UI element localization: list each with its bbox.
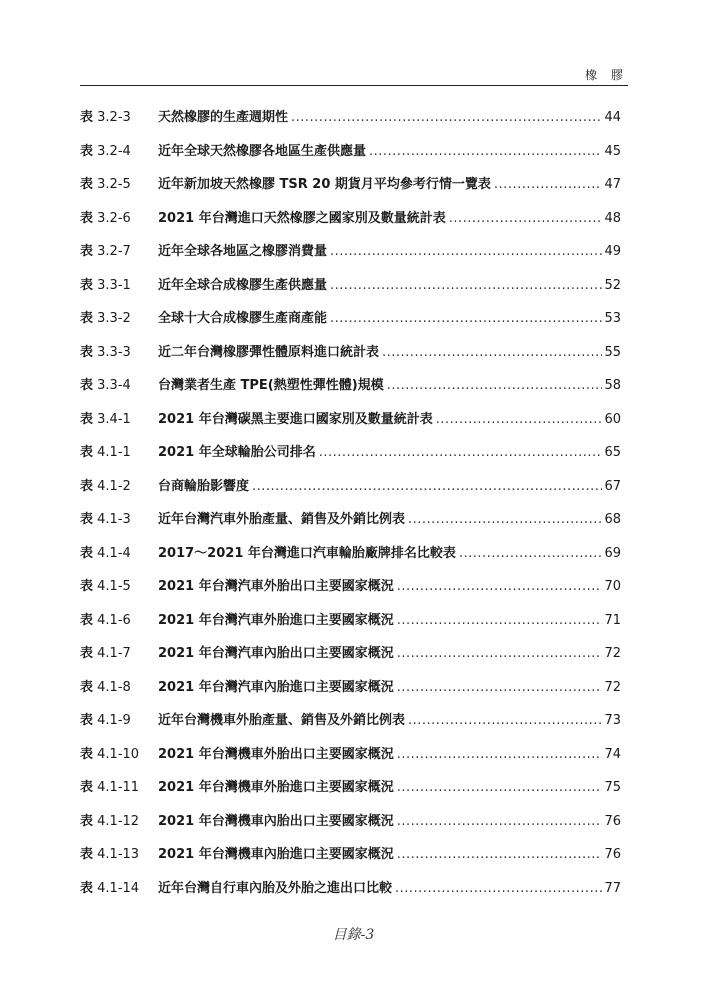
entry-number: 4.1-7	[97, 646, 131, 661]
entry-label	[80, 410, 158, 430]
entry-title: 2021 年台灣機車外胎進口主要國家概況	[158, 780, 394, 795]
dot-leader	[395, 879, 602, 899]
page-number-footer: 目錄-3	[332, 927, 375, 943]
dot-leader	[397, 778, 603, 798]
entry-keyword: 表	[80, 143, 94, 159]
toc-entry[interactable]	[80, 510, 621, 544]
entry-number: 4.1-3	[97, 512, 131, 527]
entry-title: 台灣業者生產 TPE(熱塑性彈性體)規模	[158, 378, 384, 393]
entry-number: 4.1-12	[97, 813, 140, 829]
entry-number: 4.1-10	[97, 746, 140, 762]
entry-label	[80, 343, 158, 363]
toc-entry[interactable]	[80, 611, 621, 645]
entry-page-number: 68	[604, 512, 621, 527]
entry-title: 近年台灣汽車外胎產量、銷售及外銷比例表	[158, 512, 406, 527]
entry-title: 全球十大合成橡膠生產商產能	[158, 311, 328, 326]
entry-title: 2021 年台灣進口天然橡膠之國家別及數量統計表	[158, 210, 446, 226]
entry-keyword: 表	[80, 210, 94, 226]
entry-page-number: 58	[604, 378, 621, 393]
entry-title: 2021 年台灣機車內胎出口主要國家概況	[158, 813, 394, 829]
toc-entry[interactable]	[80, 443, 621, 477]
toc-entry[interactable]	[80, 209, 621, 243]
running-header-title: 橡 膠	[585, 68, 628, 82]
dot-leader	[319, 443, 603, 463]
dot-leader	[494, 175, 603, 195]
entry-keyword: 表	[80, 612, 94, 628]
dot-leader	[459, 544, 603, 564]
entry-title: 2021 年台灣汽車外胎出口主要國家概況	[158, 579, 394, 594]
toc-entry[interactable]	[80, 309, 621, 343]
dot-leader	[252, 477, 602, 497]
entry-label	[80, 544, 158, 564]
entry-page-number: 77	[604, 880, 621, 896]
entry-page-number: 67	[604, 478, 621, 494]
entry-label	[80, 611, 158, 631]
entry-label	[80, 376, 158, 396]
dot-leader	[387, 376, 603, 396]
toc-entry[interactable]	[80, 410, 621, 444]
entry-number: 3.2-5	[97, 177, 131, 192]
dot-leader	[330, 309, 602, 329]
entry-keyword: 表	[80, 813, 94, 829]
entry-label	[80, 276, 158, 296]
entry-page-number: 69	[604, 545, 621, 561]
entry-page-number: 47	[604, 177, 621, 192]
entry-label	[80, 477, 158, 497]
dot-leader	[408, 510, 602, 530]
entry-number: 3.4-1	[97, 411, 131, 427]
entry-label	[80, 812, 158, 832]
entry-keyword: 表	[80, 445, 94, 460]
toc-entry[interactable]	[80, 477, 621, 511]
entry-keyword: 表	[80, 378, 94, 393]
dot-leader	[397, 644, 603, 664]
entry-page-number: 71	[604, 612, 621, 628]
entry-keyword: 表	[80, 847, 94, 862]
toc-entry[interactable]	[80, 544, 621, 578]
entry-page-number: 75	[604, 780, 621, 795]
dot-leader	[436, 410, 603, 430]
dot-leader	[330, 242, 602, 262]
entry-keyword: 表	[80, 311, 94, 326]
entry-page-number: 76	[604, 847, 621, 862]
entry-title: 近年台灣機車外胎產量、銷售及外銷比例表	[158, 713, 406, 728]
entry-number: 3.2-3	[97, 110, 131, 125]
entry-keyword: 表	[80, 411, 94, 427]
entry-label	[80, 678, 158, 698]
dot-leader	[369, 142, 602, 162]
entry-title: 近年全球天然橡膠各地區生產供應量	[158, 143, 367, 159]
entry-page-number: 72	[604, 646, 621, 661]
entry-title: 2021 年台灣機車外胎出口主要國家概況	[158, 746, 394, 762]
dot-leader	[397, 577, 603, 597]
entry-label	[80, 711, 158, 731]
dot-leader	[397, 745, 603, 765]
entry-label	[80, 443, 158, 463]
entry-page-number: 52	[604, 277, 621, 293]
entry-number: 4.1-9	[97, 713, 131, 728]
entry-page-number: 70	[604, 579, 621, 594]
entry-keyword: 表	[80, 880, 94, 896]
dot-leader	[449, 209, 603, 229]
toc-entry[interactable]	[80, 276, 621, 310]
entry-keyword: 表	[80, 244, 94, 259]
entry-page-number: 49	[604, 244, 621, 259]
entry-page-number: 53	[604, 311, 621, 326]
entry-title: 天然橡膠的生產週期性	[158, 110, 289, 125]
toc-entry[interactable]	[80, 745, 621, 779]
entry-number: 4.1-1	[97, 445, 131, 460]
entry-title: 2021 年台灣機車內胎進口主要國家概況	[158, 847, 394, 862]
entry-number: 3.3-1	[97, 277, 131, 293]
entry-keyword: 表	[80, 344, 94, 360]
entry-label	[80, 209, 158, 229]
entry-title: 近二年台灣橡膠彈性體原料進口統計表	[158, 344, 380, 360]
entry-label	[80, 778, 158, 798]
toc-entry[interactable]	[80, 175, 621, 209]
toc-entry[interactable]	[80, 711, 621, 745]
entry-page-number: 44	[604, 110, 621, 125]
toc-entry[interactable]	[80, 644, 621, 678]
entry-label	[80, 108, 158, 128]
dot-leader	[408, 711, 602, 731]
entry-number: 3.3-2	[97, 311, 131, 326]
entry-number: 4.1-13	[97, 847, 140, 862]
entry-title: 近年全球合成橡膠生產供應量	[158, 277, 328, 293]
dot-leader	[291, 108, 602, 128]
entry-title: 2021 年台灣碳黑主要進口國家別及數量統計表	[158, 411, 433, 427]
entry-label	[80, 510, 158, 530]
toc-entry[interactable]	[80, 577, 621, 611]
entry-title: 近年新加坡天然橡膠 TSR 20 期貨月平均參考行情一覽表	[158, 177, 491, 192]
entry-page-number: 65	[604, 445, 621, 460]
entry-number: 4.1-6	[97, 612, 131, 628]
entry-title: 2021 年台灣汽車內胎進口主要國家概況	[158, 679, 394, 695]
entry-title: 台商輪胎影響度	[158, 478, 250, 494]
entry-label	[80, 577, 158, 597]
toc-entry[interactable]	[80, 812, 621, 846]
entry-number: 3.3-4	[97, 378, 131, 393]
entry-title: 2021 年台灣汽車內胎出口主要國家概況	[158, 646, 394, 661]
entry-title: 近年全球各地區之橡膠消費量	[158, 244, 328, 259]
entry-keyword: 表	[80, 746, 94, 762]
entry-label	[80, 142, 158, 162]
entry-keyword: 表	[80, 478, 94, 494]
entry-number: 3.2-6	[97, 210, 131, 226]
entry-label	[80, 845, 158, 865]
dot-leader	[397, 678, 603, 698]
toc-entry[interactable]	[80, 678, 621, 712]
entry-number: 4.1-14	[97, 880, 140, 896]
toc-entry[interactable]	[80, 845, 621, 879]
toc-entry[interactable]	[80, 879, 621, 913]
dot-leader	[330, 276, 602, 296]
entry-number: 4.1-5	[97, 579, 131, 594]
entry-label	[80, 644, 158, 664]
entry-title: 近年台灣自行車內胎及外胎之進出口比較	[158, 880, 393, 896]
entry-title: 2017～2021 年台灣進口汽車輪胎廠牌排名比較表	[158, 545, 456, 561]
entry-keyword: 表	[80, 579, 94, 594]
entry-page-number: 48	[604, 210, 621, 226]
entry-keyword: 表	[80, 780, 94, 795]
toc-entry[interactable]	[80, 343, 621, 377]
entry-number: 4.1-2	[97, 478, 131, 494]
entry-number: 3.3-3	[97, 344, 131, 360]
entry-page-number: 74	[604, 746, 621, 762]
dot-leader	[397, 812, 603, 832]
dot-leader	[382, 343, 602, 363]
entry-page-number: 73	[604, 713, 621, 728]
table-of-contents-list	[80, 108, 621, 912]
entry-number: 4.1-8	[97, 679, 131, 695]
toc-entry[interactable]	[80, 778, 621, 812]
toc-entry[interactable]	[80, 142, 621, 176]
entry-keyword: 表	[80, 277, 94, 293]
entry-page-number: 55	[604, 344, 621, 360]
entry-title: 2021 年全球輪胎公司排名	[158, 445, 316, 460]
entry-number: 3.2-7	[97, 244, 131, 259]
entry-keyword: 表	[80, 646, 94, 661]
entry-keyword: 表	[80, 679, 94, 695]
entry-number: 4.1-11	[97, 780, 140, 795]
dot-leader	[397, 845, 603, 865]
entry-label	[80, 242, 158, 262]
dot-leader	[397, 611, 603, 631]
entry-label	[80, 745, 158, 765]
header-rule	[80, 85, 628, 86]
entry-keyword: 表	[80, 110, 94, 125]
entry-page-number: 60	[604, 411, 621, 427]
entry-keyword: 表	[80, 545, 94, 561]
toc-entry[interactable]	[80, 108, 621, 142]
entry-page-number: 72	[604, 679, 621, 695]
entry-keyword: 表	[80, 177, 94, 192]
entry-page-number: 45	[604, 143, 621, 159]
entry-label	[80, 879, 158, 899]
entry-number: 4.1-4	[97, 545, 131, 561]
entry-title: 2021 年台灣汽車外胎進口主要國家概況	[158, 612, 394, 628]
entry-page-number: 76	[604, 813, 621, 829]
entry-keyword: 表	[80, 512, 94, 527]
entry-number: 3.2-4	[97, 143, 131, 159]
toc-entry[interactable]	[80, 242, 621, 276]
entry-label	[80, 175, 158, 195]
entry-label	[80, 309, 158, 329]
toc-entry[interactable]	[80, 376, 621, 410]
entry-keyword: 表	[80, 713, 94, 728]
